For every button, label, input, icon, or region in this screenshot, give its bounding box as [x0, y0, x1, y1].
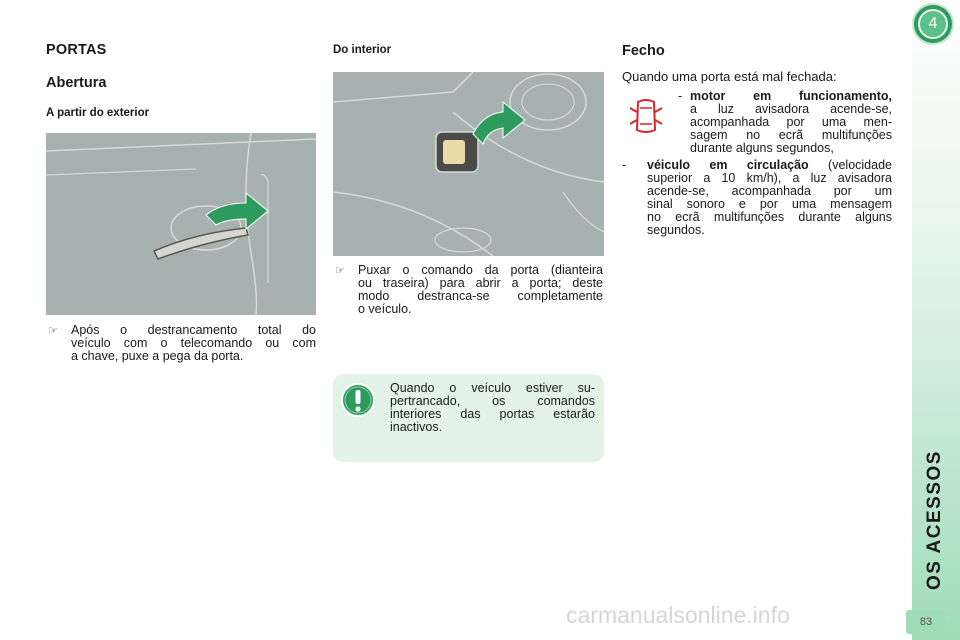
bullet-pointing-hand-icon: ☞ [335, 265, 345, 277]
item1-text: motor em funcionamento, a luz avisadora acende-se, acompanhada por uma men- sagem no ecrã multifunções durante alguns segundos, [690, 89, 892, 155]
door-open-warning-icon [626, 96, 666, 141]
item1-dash: - [678, 89, 683, 103]
chapter-number: 4 [918, 9, 948, 39]
exterior-handle-illustration [46, 133, 316, 315]
fecho-heading: Fecho [622, 43, 665, 59]
note-text: Quando o veículo estiver su- pertrancado, os comandos interiores das portas estarão inactivos. [390, 381, 595, 434]
bullet-pointing-hand-icon: ☞ [48, 325, 58, 337]
chapter-title: OS ACESSOS [924, 450, 946, 590]
chapter-badge [914, 5, 952, 43]
interior-instruction: Puxar o comando da porta (dianteira ou traseira) para abrir a porta; deste modo destranca-se completamente o veículo. [358, 263, 603, 316]
exterior-heading: A partir do exterior [46, 107, 150, 119]
interior-heading: Do interior [333, 44, 392, 56]
exclamation-warning-icon [340, 382, 376, 423]
subsection-title: Abertura [46, 75, 107, 91]
exterior-instruction: Após o destrancamento total do veículo com o telecomando ou com a chave, puxe a pega da porta. [71, 323, 316, 363]
item2-dash: - [622, 158, 627, 172]
interior-handle-illustration [333, 72, 604, 256]
page-number: 83 [906, 610, 946, 634]
watermark: carmanualsonline.info [566, 602, 790, 628]
section-title: PORTAS [46, 42, 107, 58]
fecho-intro: Quando uma porta está mal fechada: [622, 69, 837, 84]
item2-text: véiculo em circulação (velocidade superior a 10 km/h), a luz avisadora acende-se, acompanhada por um sinal sonoro e por uma mensagem no ecrã multifunções durante alguns segundos. [647, 158, 892, 237]
